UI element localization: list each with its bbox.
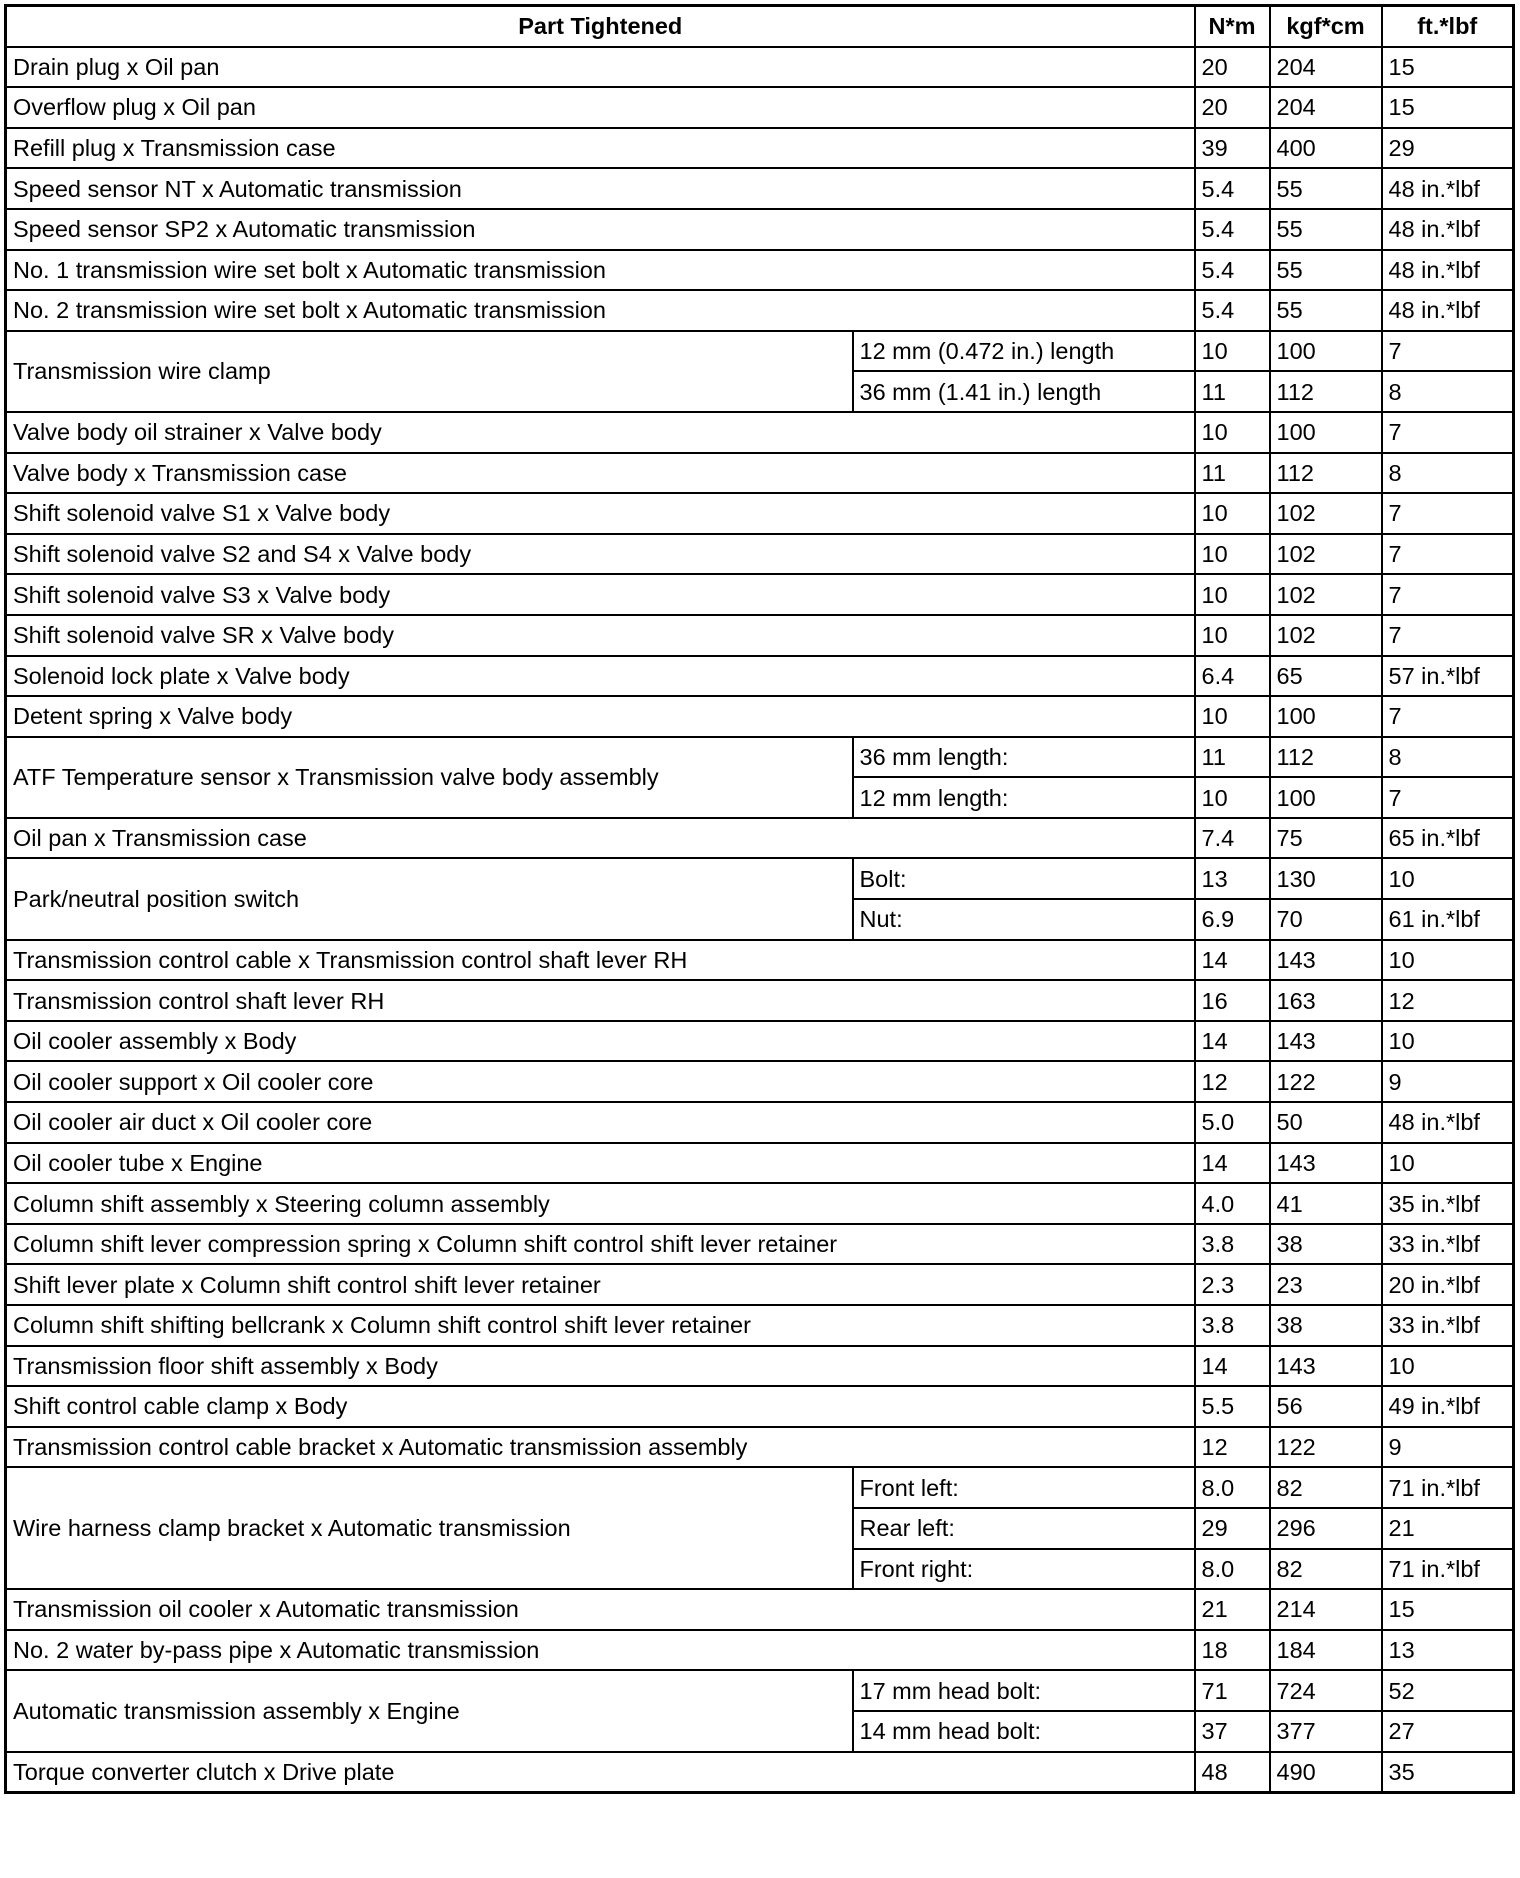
- condition-cell: 36 mm (1.41 in.) length: [853, 371, 1195, 412]
- table-row: [6, 1670, 1514, 1711]
- nm-value-cell: 20: [1195, 47, 1270, 88]
- table-row: [6, 858, 1514, 899]
- table-row: [6, 209, 1514, 250]
- kgfcm-value-cell: 70: [1270, 899, 1382, 940]
- ftlbf-value-cell: 8: [1382, 453, 1514, 494]
- ftlbf-value-cell: 48 in.*lbf: [1382, 250, 1514, 291]
- kgfcm-value-cell: 100: [1270, 412, 1382, 453]
- part-name-cell: Detent spring x Valve body: [6, 696, 1195, 737]
- ftlbf-value-cell: 9: [1382, 1061, 1514, 1102]
- nm-value-cell: 13: [1195, 858, 1270, 899]
- ftlbf-value-cell: 10: [1382, 1021, 1514, 1062]
- kgfcm-value-cell: 38: [1270, 1305, 1382, 1346]
- table-row: [6, 1102, 1514, 1143]
- kgfcm-value-cell: 55: [1270, 290, 1382, 331]
- ftlbf-value-cell: 15: [1382, 47, 1514, 88]
- nm-value-cell: 11: [1195, 737, 1270, 778]
- header-nm: N*m: [1195, 6, 1270, 47]
- table-row: [6, 128, 1514, 169]
- header-ftlbf: ft.*lbf: [1382, 6, 1514, 47]
- table-row: [6, 1467, 1514, 1508]
- condition-cell: 12 mm length:: [853, 777, 1195, 818]
- part-name-cell: Park/neutral position switch: [6, 858, 853, 939]
- kgfcm-value-cell: 112: [1270, 737, 1382, 778]
- condition-cell: Nut:: [853, 899, 1195, 940]
- kgfcm-value-cell: 143: [1270, 1021, 1382, 1062]
- nm-value-cell: 11: [1195, 371, 1270, 412]
- part-name-cell: Oil pan x Transmission case: [6, 818, 1195, 859]
- nm-value-cell: 4.0: [1195, 1183, 1270, 1224]
- nm-value-cell: 71: [1195, 1670, 1270, 1711]
- table-row: [6, 1427, 1514, 1468]
- table-row: [6, 331, 1514, 372]
- kgfcm-value-cell: 214: [1270, 1589, 1382, 1630]
- part-name-cell: No. 2 water by-pass pipe x Automatic transmission: [6, 1630, 1195, 1671]
- part-name-cell: Refill plug x Transmission case: [6, 128, 1195, 169]
- nm-value-cell: 39: [1195, 128, 1270, 169]
- part-name-cell: Shift solenoid valve S3 x Valve body: [6, 574, 1195, 615]
- ftlbf-value-cell: 48 in.*lbf: [1382, 1102, 1514, 1143]
- condition-cell: Front left:: [853, 1467, 1195, 1508]
- kgfcm-value-cell: 400: [1270, 128, 1382, 169]
- table-row: [6, 534, 1514, 575]
- kgfcm-value-cell: 490: [1270, 1752, 1382, 1793]
- ftlbf-value-cell: 15: [1382, 87, 1514, 128]
- table-row: [6, 453, 1514, 494]
- table-row: [6, 493, 1514, 534]
- nm-value-cell: 10: [1195, 615, 1270, 656]
- part-name-cell: No. 2 transmission wire set bolt x Automatic transmission: [6, 290, 1195, 331]
- part-name-cell: Shift control cable clamp x Body: [6, 1386, 1195, 1427]
- part-name-cell: Drain plug x Oil pan: [6, 47, 1195, 88]
- nm-value-cell: 14: [1195, 940, 1270, 981]
- kgfcm-value-cell: 102: [1270, 493, 1382, 534]
- ftlbf-value-cell: 7: [1382, 696, 1514, 737]
- part-name-cell: Overflow plug x Oil pan: [6, 87, 1195, 128]
- part-name-cell: Shift solenoid valve S2 and S4 x Valve body: [6, 534, 1195, 575]
- table-row: [6, 1143, 1514, 1184]
- ftlbf-value-cell: 7: [1382, 331, 1514, 372]
- kgfcm-value-cell: 204: [1270, 87, 1382, 128]
- torque-spec-document: [4, 4, 1515, 1794]
- kgfcm-value-cell: 100: [1270, 331, 1382, 372]
- ftlbf-value-cell: 29: [1382, 128, 1514, 169]
- nm-value-cell: 21: [1195, 1589, 1270, 1630]
- ftlbf-value-cell: 48 in.*lbf: [1382, 209, 1514, 250]
- nm-value-cell: 3.8: [1195, 1224, 1270, 1265]
- nm-value-cell: 12: [1195, 1061, 1270, 1102]
- part-name-cell: Valve body oil strainer x Valve body: [6, 412, 1195, 453]
- ftlbf-value-cell: 7: [1382, 615, 1514, 656]
- condition-cell: Bolt:: [853, 858, 1195, 899]
- kgfcm-value-cell: 41: [1270, 1183, 1382, 1224]
- ftlbf-value-cell: 61 in.*lbf: [1382, 899, 1514, 940]
- ftlbf-value-cell: 48 in.*lbf: [1382, 168, 1514, 209]
- kgfcm-value-cell: 55: [1270, 209, 1382, 250]
- nm-value-cell: 16: [1195, 980, 1270, 1021]
- table-row: [6, 1346, 1514, 1387]
- kgfcm-value-cell: 112: [1270, 371, 1382, 412]
- table-row: [6, 818, 1514, 859]
- part-name-cell: Shift lever plate x Column shift control shift lever retainer: [6, 1264, 1195, 1305]
- nm-value-cell: 18: [1195, 1630, 1270, 1671]
- table-row: [6, 290, 1514, 331]
- condition-cell: Rear left:: [853, 1508, 1195, 1549]
- nm-value-cell: 37: [1195, 1711, 1270, 1752]
- kgfcm-value-cell: 122: [1270, 1061, 1382, 1102]
- kgfcm-value-cell: 100: [1270, 777, 1382, 818]
- kgfcm-value-cell: 75: [1270, 818, 1382, 859]
- part-name-cell: ATF Temperature sensor x Transmission valve body assembly: [6, 737, 853, 818]
- ftlbf-value-cell: 15: [1382, 1589, 1514, 1630]
- ftlbf-value-cell: 35 in.*lbf: [1382, 1183, 1514, 1224]
- kgfcm-value-cell: 82: [1270, 1549, 1382, 1590]
- part-name-cell: Column shift assembly x Steering column assembly: [6, 1183, 1195, 1224]
- table-row: [6, 737, 1514, 778]
- table-row: [6, 1264, 1514, 1305]
- ftlbf-value-cell: 48 in.*lbf: [1382, 290, 1514, 331]
- kgfcm-value-cell: 102: [1270, 615, 1382, 656]
- table-row: [6, 412, 1514, 453]
- nm-value-cell: 5.4: [1195, 290, 1270, 331]
- ftlbf-value-cell: 10: [1382, 858, 1514, 899]
- torque-spec-table: [4, 4, 1515, 1794]
- kgfcm-value-cell: 102: [1270, 534, 1382, 575]
- kgfcm-value-cell: 50: [1270, 1102, 1382, 1143]
- table-row: [6, 1224, 1514, 1265]
- nm-value-cell: 10: [1195, 777, 1270, 818]
- part-name-cell: Valve body x Transmission case: [6, 453, 1195, 494]
- table-row: [6, 574, 1514, 615]
- kgfcm-value-cell: 724: [1270, 1670, 1382, 1711]
- table-row: [6, 168, 1514, 209]
- kgfcm-value-cell: 296: [1270, 1508, 1382, 1549]
- ftlbf-value-cell: 10: [1382, 940, 1514, 981]
- ftlbf-value-cell: 52: [1382, 1670, 1514, 1711]
- kgfcm-value-cell: 143: [1270, 940, 1382, 981]
- table-row: [6, 1183, 1514, 1224]
- condition-cell: 36 mm length:: [853, 737, 1195, 778]
- table-row: [6, 87, 1514, 128]
- condition-cell: 17 mm head bolt:: [853, 1670, 1195, 1711]
- ftlbf-value-cell: 57 in.*lbf: [1382, 656, 1514, 697]
- ftlbf-value-cell: 71 in.*lbf: [1382, 1549, 1514, 1590]
- nm-value-cell: 10: [1195, 534, 1270, 575]
- ftlbf-value-cell: 71 in.*lbf: [1382, 1467, 1514, 1508]
- table-row: [6, 1752, 1514, 1793]
- kgfcm-value-cell: 122: [1270, 1427, 1382, 1468]
- part-name-cell: Shift solenoid valve SR x Valve body: [6, 615, 1195, 656]
- nm-value-cell: 11: [1195, 453, 1270, 494]
- part-name-cell: Oil cooler air duct x Oil cooler core: [6, 1102, 1195, 1143]
- kgfcm-value-cell: 82: [1270, 1467, 1382, 1508]
- nm-value-cell: 10: [1195, 493, 1270, 534]
- nm-value-cell: 48: [1195, 1752, 1270, 1793]
- part-name-cell: Speed sensor NT x Automatic transmission: [6, 168, 1195, 209]
- ftlbf-value-cell: 8: [1382, 737, 1514, 778]
- ftlbf-value-cell: 49 in.*lbf: [1382, 1386, 1514, 1427]
- kgfcm-value-cell: 55: [1270, 250, 1382, 291]
- table-row: [6, 615, 1514, 656]
- part-name-cell: Transmission control cable x Transmission control shaft lever RH: [6, 940, 1195, 981]
- table-row: [6, 250, 1514, 291]
- part-name-cell: Transmission oil cooler x Automatic transmission: [6, 1589, 1195, 1630]
- kgfcm-value-cell: 204: [1270, 47, 1382, 88]
- header-part-tightened: Part Tightened: [6, 6, 1195, 47]
- kgfcm-value-cell: 38: [1270, 1224, 1382, 1265]
- table-row: [6, 1305, 1514, 1346]
- nm-value-cell: 2.3: [1195, 1264, 1270, 1305]
- table-row: [6, 656, 1514, 697]
- condition-cell: 14 mm head bolt:: [853, 1711, 1195, 1752]
- nm-value-cell: 10: [1195, 412, 1270, 453]
- ftlbf-value-cell: 7: [1382, 412, 1514, 453]
- table-row: [6, 1021, 1514, 1062]
- ftlbf-value-cell: 9: [1382, 1427, 1514, 1468]
- ftlbf-value-cell: 33 in.*lbf: [1382, 1305, 1514, 1346]
- nm-value-cell: 5.4: [1195, 168, 1270, 209]
- ftlbf-value-cell: 65 in.*lbf: [1382, 818, 1514, 859]
- part-name-cell: Torque converter clutch x Drive plate: [6, 1752, 1195, 1793]
- kgfcm-value-cell: 23: [1270, 1264, 1382, 1305]
- ftlbf-value-cell: 7: [1382, 493, 1514, 534]
- part-name-cell: Transmission floor shift assembly x Body: [6, 1346, 1195, 1387]
- nm-value-cell: 10: [1195, 574, 1270, 615]
- part-name-cell: Shift solenoid valve S1 x Valve body: [6, 493, 1195, 534]
- ftlbf-value-cell: 33 in.*lbf: [1382, 1224, 1514, 1265]
- kgfcm-value-cell: 100: [1270, 696, 1382, 737]
- ftlbf-value-cell: 7: [1382, 534, 1514, 575]
- nm-value-cell: 5.5: [1195, 1386, 1270, 1427]
- ftlbf-value-cell: 10: [1382, 1143, 1514, 1184]
- part-name-cell: Column shift shifting bellcrank x Column shift control shift lever retainer: [6, 1305, 1195, 1346]
- nm-value-cell: 14: [1195, 1346, 1270, 1387]
- part-name-cell: Transmission control shaft lever RH: [6, 980, 1195, 1021]
- kgfcm-value-cell: 102: [1270, 574, 1382, 615]
- ftlbf-value-cell: 35: [1382, 1752, 1514, 1793]
- nm-value-cell: 20: [1195, 87, 1270, 128]
- table-row: [6, 1386, 1514, 1427]
- part-name-cell: Transmission control cable bracket x Automatic transmission assembly: [6, 1427, 1195, 1468]
- nm-value-cell: 14: [1195, 1021, 1270, 1062]
- nm-value-cell: 5.4: [1195, 250, 1270, 291]
- nm-value-cell: 14: [1195, 1143, 1270, 1184]
- nm-value-cell: 12: [1195, 1427, 1270, 1468]
- part-name-cell: Oil cooler support x Oil cooler core: [6, 1061, 1195, 1102]
- kgfcm-value-cell: 55: [1270, 168, 1382, 209]
- part-name-cell: Automatic transmission assembly x Engine: [6, 1670, 853, 1751]
- nm-value-cell: 10: [1195, 331, 1270, 372]
- kgfcm-value-cell: 184: [1270, 1630, 1382, 1671]
- table-header-row: [6, 6, 1514, 47]
- kgfcm-value-cell: 143: [1270, 1346, 1382, 1387]
- table-row: [6, 1630, 1514, 1671]
- table-row: [6, 940, 1514, 981]
- table-row: [6, 980, 1514, 1021]
- part-name-cell: Oil cooler assembly x Body: [6, 1021, 1195, 1062]
- nm-value-cell: 29: [1195, 1508, 1270, 1549]
- kgfcm-value-cell: 163: [1270, 980, 1382, 1021]
- nm-value-cell: 3.8: [1195, 1305, 1270, 1346]
- part-name-cell: Speed sensor SP2 x Automatic transmission: [6, 209, 1195, 250]
- ftlbf-value-cell: 13: [1382, 1630, 1514, 1671]
- ftlbf-value-cell: 20 in.*lbf: [1382, 1264, 1514, 1305]
- kgfcm-value-cell: 65: [1270, 656, 1382, 697]
- table-row: [6, 696, 1514, 737]
- ftlbf-value-cell: 7: [1382, 574, 1514, 615]
- part-name-cell: Wire harness clamp bracket x Automatic transmission: [6, 1467, 853, 1589]
- kgfcm-value-cell: 56: [1270, 1386, 1382, 1427]
- condition-cell: 12 mm (0.472 in.) length: [853, 331, 1195, 372]
- table-row: [6, 1061, 1514, 1102]
- header-kgfcm: kgf*cm: [1270, 6, 1382, 47]
- nm-value-cell: 7.4: [1195, 818, 1270, 859]
- table-row: [6, 1589, 1514, 1630]
- ftlbf-value-cell: 7: [1382, 777, 1514, 818]
- ftlbf-value-cell: 8: [1382, 371, 1514, 412]
- kgfcm-value-cell: 112: [1270, 453, 1382, 494]
- nm-value-cell: 5.0: [1195, 1102, 1270, 1143]
- part-name-cell: No. 1 transmission wire set bolt x Automatic transmission: [6, 250, 1195, 291]
- nm-value-cell: 10: [1195, 696, 1270, 737]
- condition-cell: Front right:: [853, 1549, 1195, 1590]
- table-row: [6, 47, 1514, 88]
- nm-value-cell: 6.9: [1195, 899, 1270, 940]
- nm-value-cell: 8.0: [1195, 1549, 1270, 1590]
- part-name-cell: Oil cooler tube x Engine: [6, 1143, 1195, 1184]
- nm-value-cell: 6.4: [1195, 656, 1270, 697]
- part-name-cell: Solenoid lock plate x Valve body: [6, 656, 1195, 697]
- nm-value-cell: 5.4: [1195, 209, 1270, 250]
- ftlbf-value-cell: 10: [1382, 1346, 1514, 1387]
- kgfcm-value-cell: 130: [1270, 858, 1382, 899]
- part-name-cell: Column shift lever compression spring x Column shift control shift lever retainer: [6, 1224, 1195, 1265]
- nm-value-cell: 8.0: [1195, 1467, 1270, 1508]
- kgfcm-value-cell: 377: [1270, 1711, 1382, 1752]
- ftlbf-value-cell: 21: [1382, 1508, 1514, 1549]
- kgfcm-value-cell: 143: [1270, 1143, 1382, 1184]
- ftlbf-value-cell: 27: [1382, 1711, 1514, 1752]
- ftlbf-value-cell: 12: [1382, 980, 1514, 1021]
- part-name-cell: Transmission wire clamp: [6, 331, 853, 412]
